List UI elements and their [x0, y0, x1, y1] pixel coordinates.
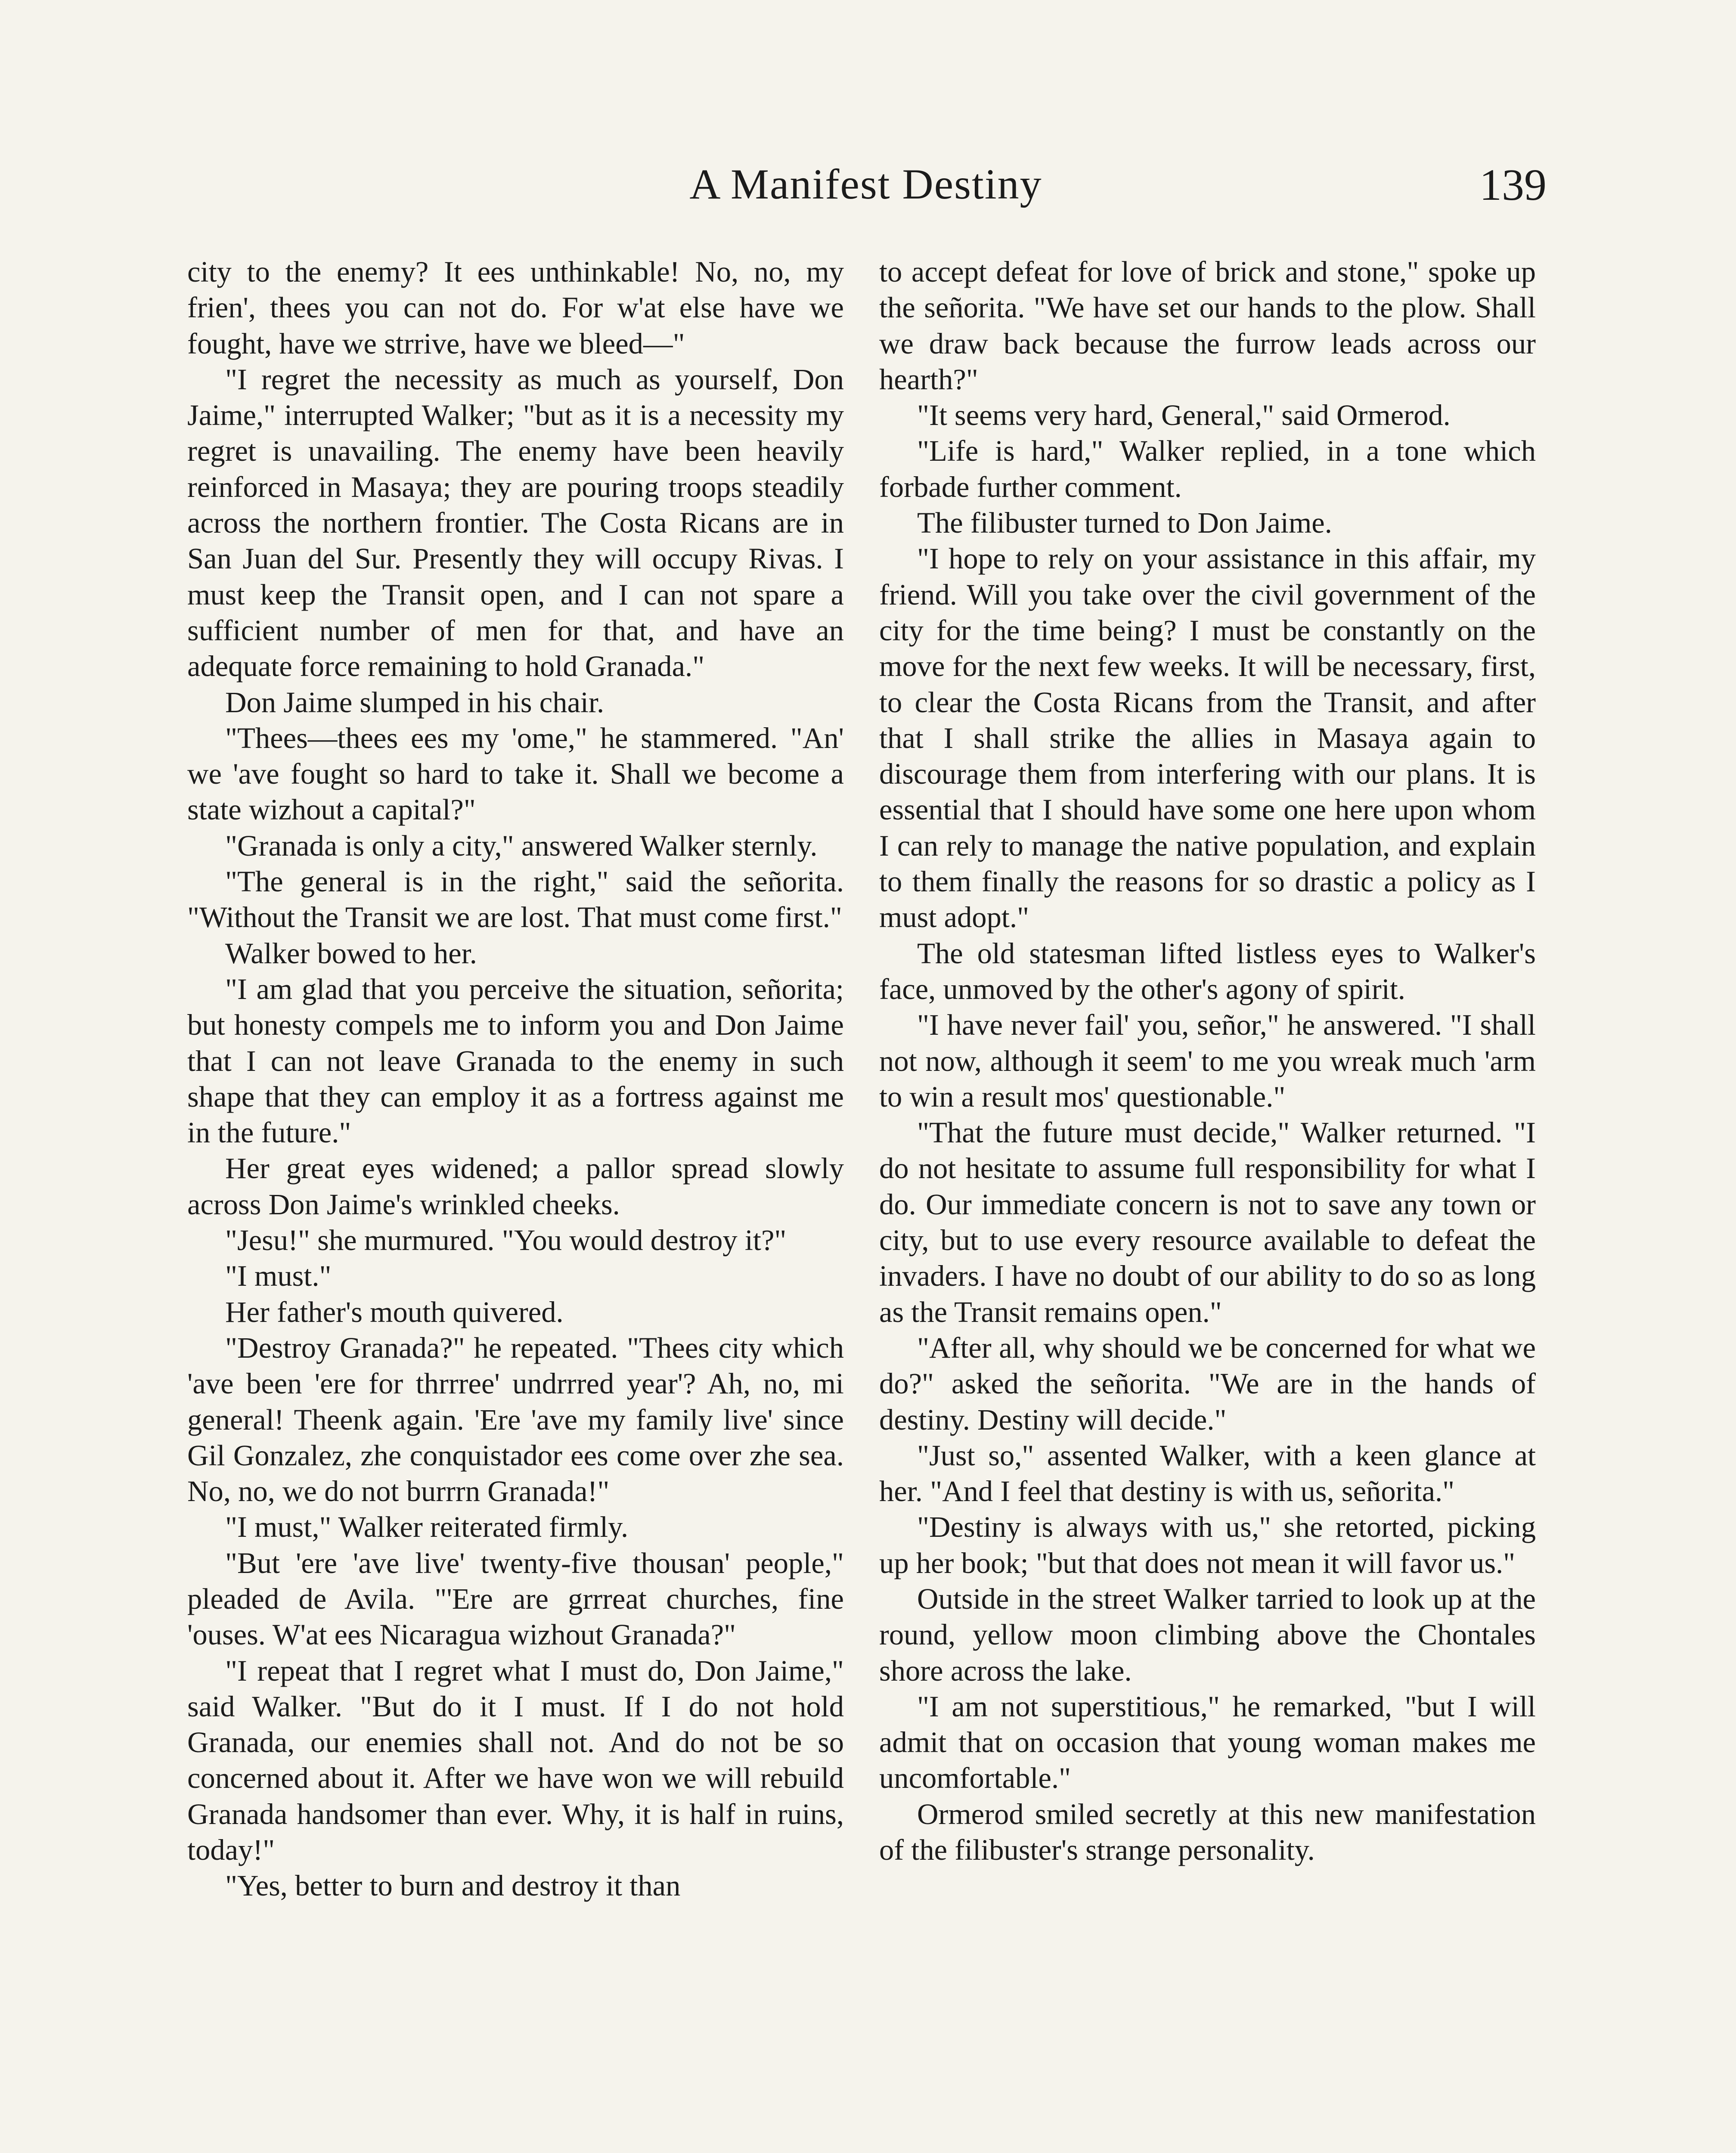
- paragraph: "That the future must decide," Walker returned. "I do not hesitate to assume full responsibility for what I do. Our immediate concern is not to save any town or city, but to use every resource available to defeat the invaders. I have no doubt of our ability to do so as long as the Transit remains open.": [879, 1116, 1536, 1328]
- paragraph: "I have never fail' you, señor," he answered. "I shall not now, although it seem' to me you wreak much 'arm to win a result mos' questionable.": [879, 1008, 1536, 1113]
- paragraph: "I must.": [225, 1260, 332, 1293]
- paragraph: "Life is hard," Walker replied, in a tone which forbade further comment.: [879, 434, 1536, 503]
- paragraph: The filibuster turned to Don Jaime.: [917, 506, 1332, 540]
- text-column-right: [879, 254, 1536, 1868]
- paragraph: "I hope to rely on your assistance in this affair, my friend. Will you take over the civil government of the city for the time being? I must be constantly on the move for the next few weeks. It will be necessary, first, to clear the Costa Ricans from the Transit, and after that I shall strike the allies in Masaya again to discourage them from interfering with our plans. It is essential that I should have some one here upon whom I can rely to manage the native population, and explain to them finally the reasons for so drastic a policy as I must adopt.": [879, 542, 1536, 934]
- paragraph: "Destroy Granada?" he repeated. "Thees city which 'ave been 'ere for thrrree' undrrred year'? Ah, no, mi general! Theenk again. 'Ere 'ave my family live' since Gil Gonzalez, zhe conquistador ees come over zhe sea. No, no, we do not burrrn Granada!": [187, 1331, 844, 1508]
- paragraph: city to the enemy? It ees unthinkable! No, no, my frien', thees you can not do. For w'at else have we fought, have we strrive, have we bleed—": [187, 255, 844, 360]
- paragraph: "But 'ere 'ave live' twenty-five thousan' people," pleaded de Avila. "'Ere are grrreat churches, fine 'ouses. W'at ees Nicaragua wizhout Granada?": [187, 1546, 844, 1651]
- paragraph: "Yes, better to burn and destroy it than: [225, 1869, 681, 1902]
- running-title: A Manifest Destiny: [689, 160, 1042, 208]
- paragraph: Ormerod smiled secretly at this new manifestation of the filibuster's strange personality.: [879, 1797, 1536, 1867]
- paragraph: "Jesu!" she murmured. "You would destroy it?": [225, 1224, 787, 1257]
- paragraph: The old statesman lifted listless eyes to Walker's face, unmoved by the other's agony of spirit.: [879, 937, 1536, 1005]
- paragraph: Outside in the street Walker tarried to look up at the round, yellow moon climbing above the Chontales shore across the lake.: [879, 1582, 1536, 1687]
- paragraph: Don Jaime slumped in his chair.: [225, 686, 604, 719]
- paragraph: to accept defeat for love of brick and stone," spoke up the señorita. "We have set our hands to the plow. Shall we draw back because the furrow leads across our hearth?": [879, 255, 1536, 396]
- paragraph: "I regret the necessity as much as yourself, Don Jaime," interrupted Walker; "but as it is a necessity my regret is unavailing. The enemy have been heavily reinforced in Masaya; they are pouring troops steadily across the northern frontier. The Costa Ricans are in San Juan del Sur. Presently they will occupy Rivas. I must keep the Transit open, and I can not spare a sufficient number of men for that, and have an adequate force remaining to hold Granada.": [187, 363, 844, 683]
- paragraph: "I repeat that I regret what I must do, Don Jaime," said Walker. "But do it I must. If I do not hold Granada, our enemies shall not. And do not be so concerned about it. After we have won we will rebuild Granada handsomer than ever. Why, it is half in ruins, today!": [187, 1654, 844, 1867]
- text-column-left: [187, 254, 844, 1904]
- paragraph: "I must," Walker reiterated firmly.: [225, 1511, 629, 1544]
- paragraph: "I am not superstitious," he remarked, "but I will admit that on occasion that young woman makes me uncomfortable.": [879, 1690, 1536, 1795]
- paragraph: Walker bowed to her.: [225, 937, 477, 970]
- running-head: [185, 159, 1547, 220]
- paragraph: "The general is in the right," said the señorita. "Without the Transit we are lost. That must come first.": [187, 865, 844, 934]
- paragraph: "Just so," assented Walker, with a keen glance at her. "And I feel that destiny is with us, señorita.": [879, 1439, 1536, 1508]
- paragraph: "Destiny is always with us," she retorted, picking up her book; "but that does not mean it will favor us.": [879, 1511, 1536, 1579]
- paragraph: "After all, why should we be concerned for what we do?" asked the señorita. "We are in the hands of destiny. Destiny will decide.": [879, 1331, 1536, 1436]
- paragraph: Her great eyes widened; a pallor spread slowly across Don Jaime's wrinkled cheeks.: [187, 1152, 844, 1221]
- paragraph: "Thees—thees ees my 'ome," he stammered. "An' we 'ave fought so hard to take it. Shall we become a state wizhout a capital?": [187, 721, 844, 826]
- paragraph: Her father's mouth quivered.: [225, 1295, 564, 1328]
- page-number: 139: [1479, 160, 1547, 210]
- paragraph: "Granada is only a city," answered Walker sternly.: [225, 829, 818, 862]
- paragraph: "It seems very hard, General," said Ormerod.: [917, 399, 1451, 432]
- paragraph: "I am glad that you perceive the situation, señorita; but honesty compels me to inform you and Don Jaime that I can not leave Granada to the enemy in such shape that they can employ it as a fortress against me in the future.": [187, 972, 844, 1149]
